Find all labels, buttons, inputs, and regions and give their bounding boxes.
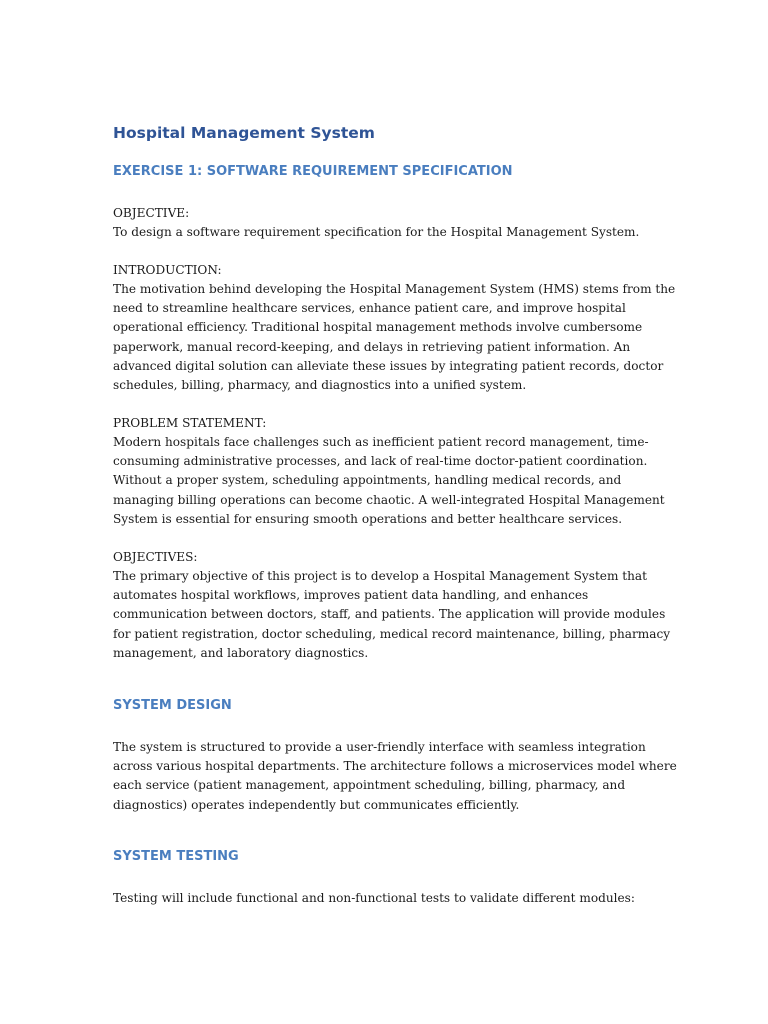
paragraph-line: diagnostics) operates independently but communicates efficiently.: [113, 797, 520, 812]
objective-label: OBJECTIVE:: [113, 206, 190, 220]
system-testing-paragraph: [113, 889, 673, 908]
paragraph-line: Without a proper system, scheduling appointments, handling medical records, and: [113, 473, 622, 488]
paragraph-line: System is essential for ensuring smooth operations and better healthcare services.: [113, 511, 623, 526]
exercise-heading: EXERCISE 1: SOFTWARE REQUIREMENT SPECIFICATION: [113, 164, 513, 179]
paragraph-line: each service (patient management, appointment scheduling, billing, pharmacy, and: [113, 778, 626, 793]
system-design-heading: SYSTEM DESIGN: [113, 698, 232, 713]
system-testing-heading: SYSTEM TESTING: [113, 849, 239, 864]
objectives-label: OBJECTIVES:: [113, 550, 198, 564]
paragraph-line: Modern hospitals face challenges such as inefficient patient record management, time-: [113, 435, 649, 449]
objectives-paragraph: [113, 567, 673, 663]
paragraph-line: The motivation behind developing the Hospital Management System (HMS) stems from the: [113, 282, 676, 296]
paragraph-line: for patient registration, doctor scheduling, medical record maintenance, billing, pharmacy: [113, 626, 671, 641]
paragraph-line: managing billing operations can become chaotic. A well-integrated Hospital Management: [113, 492, 665, 507]
paragraph-line: consuming administrative processes, and lack of real-time doctor-patient coordination.: [113, 454, 648, 469]
paragraph-line: Testing will include functional and non-functional tests to validate different modules:: [113, 891, 635, 905]
problem-statement-label: PROBLEM STATEMENT:: [113, 416, 267, 430]
paragraph-line: The system is structured to provide a user-friendly interface with seamless integration: [113, 740, 646, 754]
paragraph-line: schedules, billing, pharmacy, and diagnostics into a unified system.: [113, 378, 527, 393]
problem-statement-paragraph: [113, 433, 673, 529]
introduction-label: INTRODUCTION:: [113, 263, 222, 277]
paragraph-line: operational efficiency. Traditional hospital management methods involve cumbersome: [113, 320, 643, 335]
system-design-paragraph: [113, 738, 677, 815]
introduction-paragraph: [113, 280, 676, 395]
paragraph-line: The primary objective of this project is to develop a Hospital Management System that: [113, 569, 647, 583]
paragraph-line: across various hospital departments. The architecture follows a microservices model where: [113, 759, 677, 774]
document-title: Hospital Management System: [113, 124, 375, 142]
paragraph-line: advanced digital solution can alleviate these issues by integrating patient records, doctor: [113, 358, 664, 373]
paragraph-line: need to streamline healthcare services, enhance patient care, and improve hospital: [113, 301, 626, 316]
paragraph-line: To design a software requirement specification for the Hospital Management System.: [113, 225, 640, 239]
paragraph-line: management, and laboratory diagnostics.: [113, 645, 369, 660]
paragraph-line: paperwork, manual record-keeping, and delays in retrieving patient information. An: [113, 339, 631, 354]
objective-paragraph: [113, 223, 673, 242]
paragraph-line: automates hospital workflows, improves patient data handling, and enhances: [113, 588, 589, 603]
paragraph-line: communication between doctors, staff, and patients. The application will provide modules: [113, 607, 666, 622]
